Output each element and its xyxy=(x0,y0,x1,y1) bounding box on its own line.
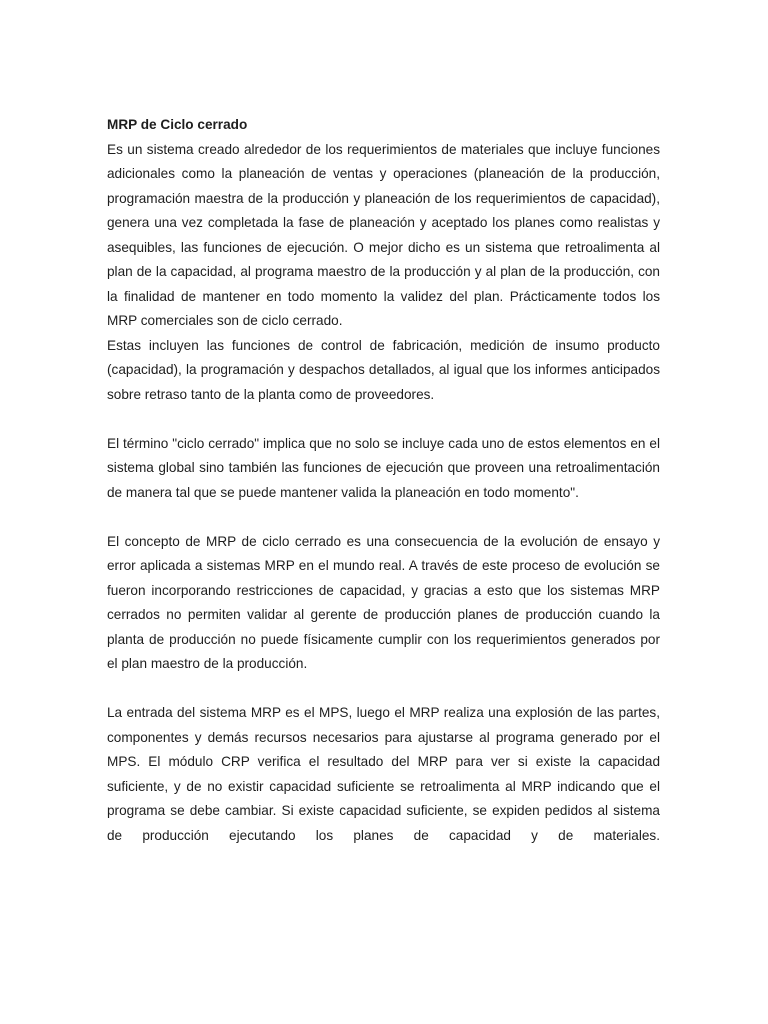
paragraph-spacer xyxy=(107,677,660,702)
document-body xyxy=(107,113,660,848)
paragraph-concept: El concepto de MRP de ciclo cerrado es una consecuencia de la evolución de ensayo y error aplicada a sistemas MRP en el mundo real. A través de este proceso de evolución se fueron incorporando restricciones de capacidad, y gracias a esto que los sistemas MRP cerrados no permiten validar al gerente de producción planes de producción cuando la planta de producción no puede físicamente cumplir con los requerimientos generados por el plan maestro de la producción. xyxy=(107,533,660,671)
paragraph-spacer xyxy=(107,505,660,530)
document-title: MRP de Ciclo cerrado xyxy=(107,117,248,132)
paragraph-closed-loop: El término "ciclo cerrado" implica que no solo se incluye cada uno de estos elementos en el sistema global sino también las funciones de ejecución que proveen una retroalimentación de manera tal que se puede mantener valida la planeación en todo momento". xyxy=(107,435,660,500)
paragraph-functions: Estas incluyen las funciones de control de fabricación, medición de insumo producto (capacidad), la programación y despachos detallados, al igual que los informes anticipados sobre retraso tanto de la planta como de proveedores. xyxy=(107,337,660,402)
paragraph-input: La entrada del sistema MRP es el MPS, luego el MRP realiza una explosión de las partes, componentes y demás recursos necesarios para ajustarse al programa generado por el MPS. El módulo CRP verifica el resultado del MRP para ver si existe la capacidad suficiente, y de no existir capacidad suficiente se retroalimenta al MRP indicando que el programa se debe cambiar. Si existe capacidad suficiente, se expiden pedidos al sistema de producción ejecutando los planes de capacidad y de materiales. xyxy=(107,705,660,843)
paragraph-intro: Es un sistema creado alrededor de los requerimientos de materiales que incluye funciones adicionales como la planeación de ventas y operaciones (planeación de la producción, programación maestra de la producción y planeación de los requerimientos de capacidad), genera una vez completada la fase de planeación y aceptado los planes como realistas y asequibles, las funciones de ejecución. O mejor dicho es un sistema que retroalimenta al plan de la capacidad, al programa maestro de la producción y al plan de la producción, con la finalidad de mantener en todo momento la validez del plan. Prácticamente todos los MRP comerciales son de ciclo cerrado. xyxy=(107,141,660,328)
paragraph-spacer xyxy=(107,407,660,432)
